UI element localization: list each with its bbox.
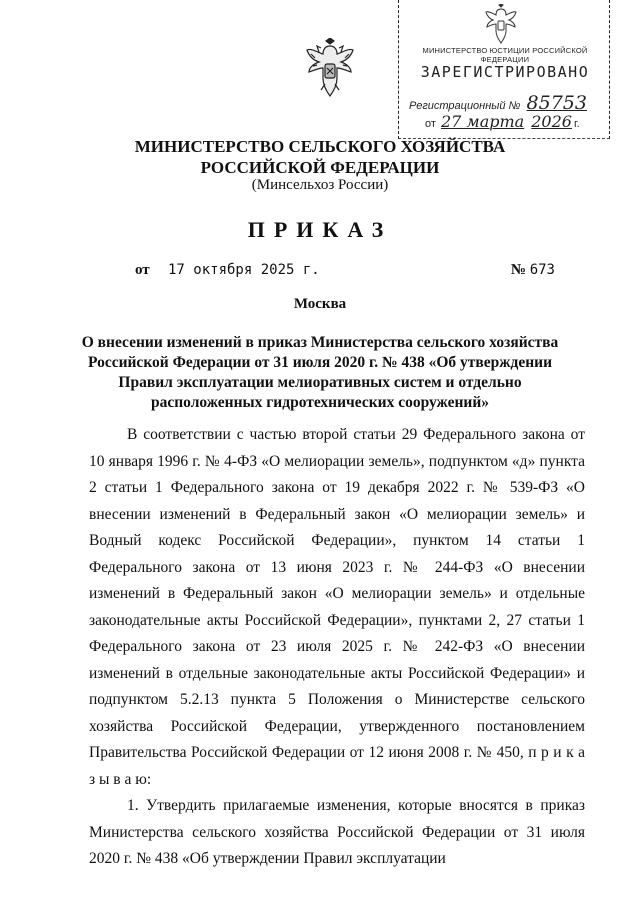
- order-city: Москва: [293, 296, 347, 312]
- order-date-row: [135, 262, 565, 284]
- ministry-name-line2: РОССИЙСКОЙ ФЕДЕРАЦИИ: [200, 158, 440, 177]
- stamp-reg-number: [409, 92, 609, 114]
- stamp-reg-label: Регистрационный №: [409, 100, 521, 112]
- document-body: [89, 422, 585, 873]
- stamp-year-value: 2026: [531, 112, 572, 131]
- order-number-label: №: [510, 262, 526, 278]
- stamp-ministry: МИНИСТЕРСТВО ЮСТИЦИИ РОССИЙСКОЙ ФЕДЕРАЦИИ: [422, 46, 588, 64]
- order-date-prefix: от: [135, 262, 150, 278]
- order-number: [511, 262, 555, 279]
- registration-stamp: [398, 0, 610, 139]
- stamp-date-value: 27 марта: [440, 112, 525, 131]
- stamp-year-suffix: г.: [573, 118, 580, 130]
- stamp-reg-number-value: 85753: [526, 92, 587, 114]
- subject-line2: Российской Федерации от 31 июля 2020 г. № 438 «Об утверждении: [87, 354, 553, 371]
- stamp-registered: ЗАРЕГИСТРИРОВАНО: [420, 63, 590, 81]
- body-paragraph-1: [89, 422, 585, 793]
- ministry-short-name: (Минсельхоз России): [251, 177, 389, 193]
- body-paragraph-1-text: В соответствии с частью второй статьи 29 Федерального закона от 10 января 1996 г. № 4-ФЗ «О мелиорации земель», подпунктом «д» пункта 2 статьи 1 Федерального закона от 19 декабря 2022 г. № 539-ФЗ «О внесении изменений в Федеральный закон «О мелиорации земель» и Водный кодекс Российской Федерации», пунктом 14 статьи 1 Федерального закона от 13 июня 2023 г. № 244-ФЗ «О внесении изменений в Федеральный закон «О мелиорации земель» и отдельные законодательные акты Российской Федерации», пунктами 2, 27 статьи 1 Федерального закона от 23 июля 2025 г. № 242-ФЗ «О внесении изменений в отдельные законодательные акты Российской Федерации» и подпунктом 5.2.13 пункта 5 Положения о Министерстве сельского хозяйства Российской Федерации, утвержденного постановлением Правительства Российской Федерации от 12 июня 2008 г. № 450,: [89, 426, 585, 761]
- body-command: п р и к а з ы в а ю:: [89, 744, 585, 788]
- stamp-date-prefix: от: [425, 118, 436, 130]
- ministry-name-line1: МИНИСТЕРСТВО СЕЛЬСКОГО ХОЗЯЙСТВА: [134, 137, 506, 156]
- body-paragraph-2: 1. Утвердить прилагаемые изменения, которые вносятся в приказ Министерства сельского хозяйства Российской Федерации от 31 июля 2020 г. № 438 «Об утверждении Правил эксплуатации: [89, 797, 585, 867]
- state-emblem-icon: [303, 38, 357, 98]
- stamp-reg-date: [425, 112, 609, 131]
- order-date: 17 октября 2025 г.: [168, 262, 320, 278]
- subject-line4: расположенных гидротехнических сооружений»: [150, 394, 490, 411]
- order-number-value: 673: [529, 262, 555, 278]
- document-type: ПРИКАЗ: [247, 217, 393, 242]
- subject-line3: Правил эксплуатации мелиоративных систем и отдельно: [118, 374, 522, 391]
- stamp-emblem-icon: [483, 4, 519, 44]
- subject-line1: О внесении изменений в приказ Министерства сельского хозяйства: [81, 334, 559, 351]
